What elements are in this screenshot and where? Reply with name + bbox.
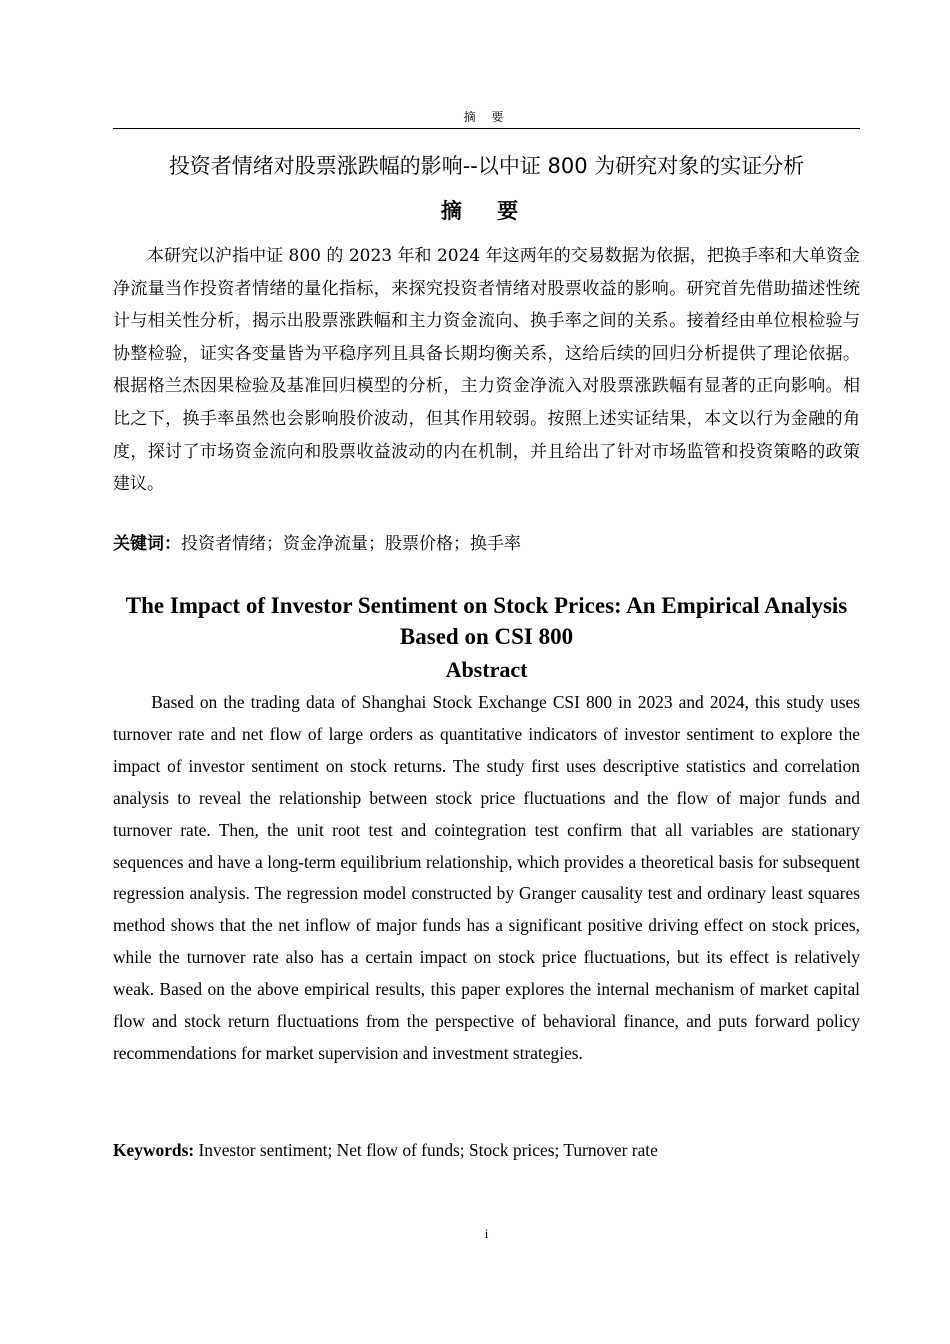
page-number: i xyxy=(484,1226,489,1241)
english-keywords-text: Investor sentiment; Net flow of funds; Stock prices; Turnover rate xyxy=(198,1140,658,1160)
english-title: The Impact of Investor Sentiment on Stock Prices: An Empirical Analysis Based on CSI 800 xyxy=(125,593,848,649)
chinese-keywords-label: 关键词： xyxy=(113,534,181,554)
chinese-title: 投资者情绪对股票涨跌幅的影响--以中证 800 为研究对象的实证分析 xyxy=(168,154,805,178)
header-rule xyxy=(113,128,860,129)
english-keywords xyxy=(113,1136,860,1164)
english-abstract-body: Based on the trading data of Shanghai Stock Exchange CSI 800 in 2023 and 2024, this study uses turnover rate and net flow of large orders as quantitative indicators of investor sentiment to explore the impact of investor sentiment on stock returns. The study first uses descriptive statistics and correlation analysis to reveal the relationship between stock price fluctuations and the flow of major funds and turnover rate. Then, the unit root test and cointegration test confirm that all variables are stationary sequences and have a long-term equilibrium relationship, which provides a theoretical basis for subsequent regression analysis. The regression model constructed by Granger causality test and ordinary least squares method shows that the net inflow of major funds has a significant positive driving effect on stock prices, while the turnover rate also has a certain impact on stock price fluctuations, but its effect is relatively weak. Based on the above empirical results, this paper explores the internal mechanism of market capital flow and stock return fluctuations from the perspective of behavioral finance, and puts forward policy recommendations for market supervision and investment strategies. xyxy=(113,692,860,1063)
english-keywords-label: Keywords: xyxy=(113,1140,195,1160)
chinese-abstract-heading: 摘 要 xyxy=(440,199,533,223)
english-abstract-heading: Abstract xyxy=(445,657,528,682)
running-header: 摘 要 xyxy=(463,110,510,124)
chinese-keywords-text: 投资者情绪；资金净流量；股票价格；换手率 xyxy=(181,534,521,554)
chinese-abstract-body: 本研究以沪指中证 800 的 2023 年和 2024 年这两年的交易数据为依据，把换手率和大单资金净流量当作投资者情绪的量化指标，来探究投资者情绪对股票收益的影响。研究首先借助描述性统计与相关性分析，揭示出股票涨跌幅和主力资金流向、换手率之间的关系。接着经由单位根检验与协整检验，证实各变量皆为平稳序列且具备长期均衡关系，这给后续的回归分析提供了理论依据。根据格兰杰因果检验及基准回归模型的分析，主力资金净流入对股票涨跌幅有显著的正向影响。相比之下，换手率虽然也会影响股价波动，但其作用较弱。按照上述实证结果，本文以行为金融的角度，探讨了市场资金流向和股票收益波动的内在机制，并且给出了针对市场监管和投资策略的政策建议。 xyxy=(113,246,860,495)
chinese-keywords xyxy=(113,530,860,558)
